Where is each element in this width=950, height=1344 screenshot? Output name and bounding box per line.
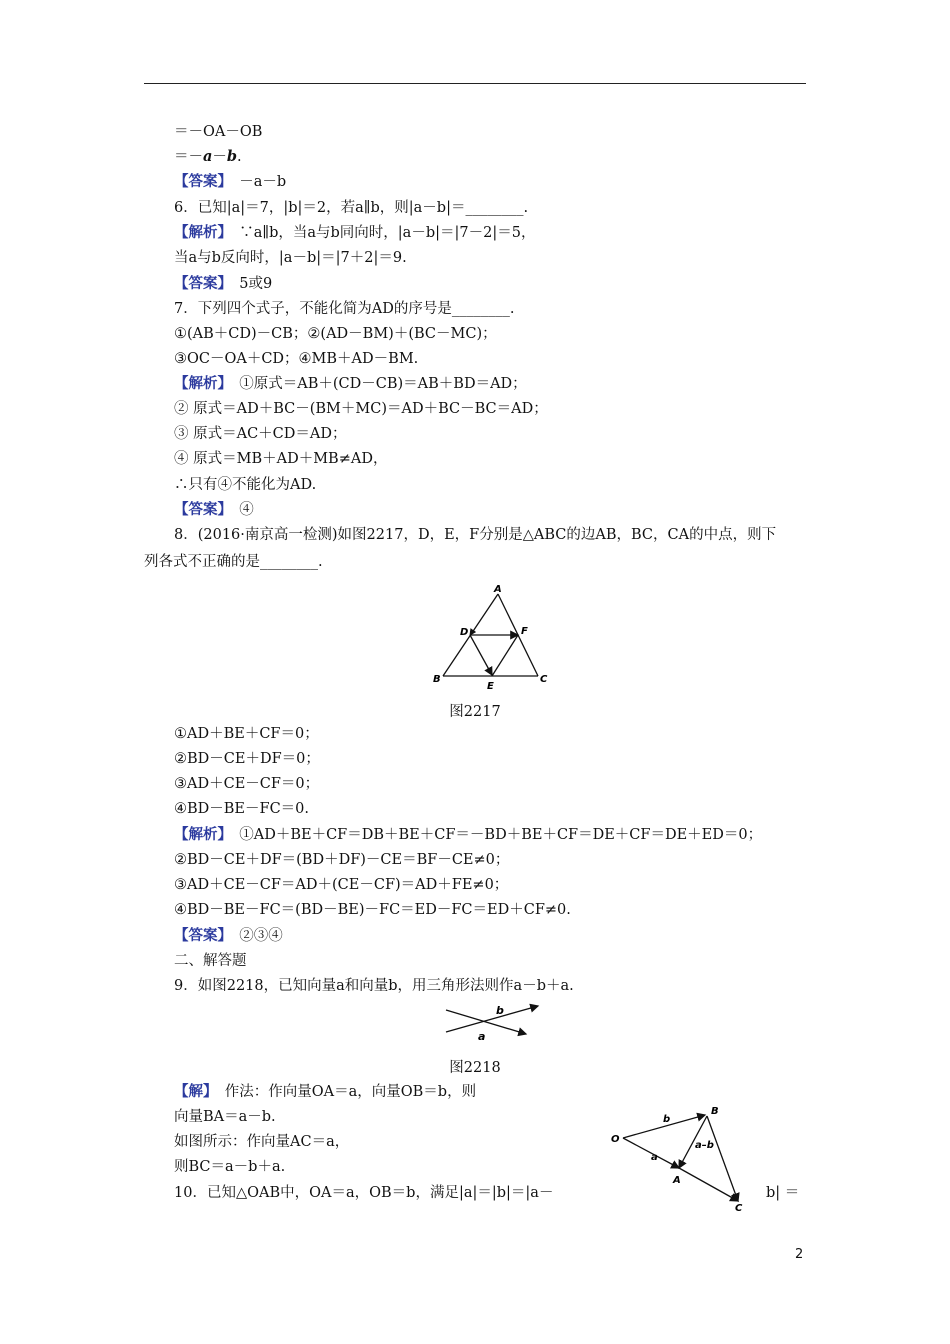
q6-analysis-2: 当a与b反向时，|a－b|＝|7＋2|＝9.: [174, 250, 407, 266]
line-1: ＝－OA－OB: [174, 124, 263, 140]
label-vec-b: b: [663, 1114, 671, 1125]
label-b: b: [496, 1004, 504, 1017]
question-6: 6．已知|a|＝7，|b|＝2，若a∥b，则|a－b|＝________.: [174, 200, 529, 216]
answer-1: 【答案】 －a－b: [174, 173, 287, 190]
vector-ac: [679, 1168, 738, 1201]
q9-solution-4: 则BC＝a－b＋a.: [174, 1159, 286, 1175]
label-d: D: [460, 627, 469, 638]
q8-option-4: ④BD－BE－FC＝0.: [174, 801, 310, 817]
figure-2218-caption: 图2218: [449, 1060, 501, 1076]
q8-option-1: ①AD＋BE＋CF＝0；: [174, 726, 319, 742]
question-8-line-2: 列各式不正确的是________.: [144, 554, 323, 570]
answer-tag: 【答案】: [174, 275, 225, 292]
q7-options-2: ③OC－OA＋CD；④MB＋AD－BM.: [174, 351, 419, 367]
q9-solution-1: 【解】 作法：作向量OA＝a，向量OB＝b，则: [174, 1083, 477, 1100]
label-b: B: [711, 1106, 719, 1117]
vector-a: [446, 1010, 526, 1034]
segment-de: [470, 635, 492, 675]
answer-4: 【答案】 ②③④: [174, 927, 283, 944]
answer-tag: 【答案】: [174, 927, 225, 944]
q8-option-2: ②BD－CE＋DF＝0；: [174, 751, 320, 767]
label-c: C: [735, 1203, 743, 1214]
q7-analysis-2: ② 原式＝AD＋BC－(BM＋MC)＝AD＋BC－BC＝AD；: [174, 401, 548, 417]
label-a: A: [673, 1175, 681, 1186]
answer-2: 【答案】 5或9: [174, 275, 273, 292]
figure-2217: [430, 580, 550, 695]
q8-analysis-2: ②BD－CE＋DF＝(BD＋DF)－CE＝BF－CE≠0；: [174, 852, 510, 868]
label-b: B: [433, 674, 441, 685]
analysis-tag: 【解析】: [174, 375, 225, 392]
q9-solution-2: 向量BA＝a－b.: [174, 1109, 276, 1125]
label-vec-a: a: [651, 1152, 658, 1163]
q7-analysis-1: 【解析】 ①原式＝AB＋(CD－CB)＝AB＋BD＝AD；: [174, 375, 527, 392]
figure-solution-triangle: [605, 1100, 755, 1215]
analysis-tag: 【解析】: [174, 224, 225, 241]
label-a: A: [494, 584, 502, 595]
q8-analysis-4: ④BD－BE－FC＝(BD－BE)－FC＝ED－FC＝ED＋CF≠0.: [174, 902, 571, 918]
figure-2217-caption: 图2217: [449, 704, 501, 720]
vector-bc: [707, 1116, 738, 1201]
solution-tag: 【解】: [174, 1083, 211, 1100]
question-7: 7．下列四个式子，不能化简为AD的序号是________.: [174, 301, 515, 317]
question-8-line-1: 8．(2016·南京高一检测)如图2217，D，E，F分别是△ABC的边AB，BC，CA的中点，则下: [174, 527, 777, 543]
answer-tag: 【答案】: [174, 173, 225, 190]
label-o: O: [611, 1134, 620, 1145]
label-f: F: [521, 626, 528, 637]
analysis-tag: 【解析】: [174, 826, 225, 843]
q7-options-1: ①(AB＋CD)－CB；②(AD－BM)＋(BC－MC)；: [174, 326, 497, 342]
q7-analysis-5: ∴只有④不能化为AD.: [174, 477, 317, 493]
header-rule: [144, 83, 806, 84]
q8-analysis-3: ③AD＋CE－CF＝AD＋(CE－CF)＝AD＋FE≠0；: [174, 877, 509, 893]
label-a: a: [478, 1030, 486, 1043]
answer-3: 【答案】 ④: [174, 501, 254, 518]
section-heading: 二、解答题: [174, 953, 247, 969]
question-9: 9．如图2218，已知向量a和向量b，用三角形法则作a－b＋a.: [174, 978, 574, 994]
q7-analysis-3: ③ 原式＝AC＋CD＝AD；: [174, 426, 347, 442]
q7-analysis-4: ④ 原式＝MB＋AD＋MB≠AD，: [174, 451, 388, 467]
q8-option-3: ③AD＋CE－CF＝0；: [174, 776, 320, 792]
vector-b: [446, 1006, 538, 1032]
answer-tag: 【答案】: [174, 501, 225, 518]
q6-analysis: 【解析】 ∵a∥b，当a与b同向时，|a－b|＝|7－2|＝5，: [174, 224, 536, 241]
segment-ef: [492, 635, 518, 676]
q8-analysis-1: 【解析】 ①AD＋BE＋CF＝DB＋BE＋CF＝－BD＋BE＋CF＝DE＋CF＝DE＋ED＝0；: [174, 826, 763, 843]
question-10: 10．已知△OAB中，OA＝a，OB＝b，满足|a|＝|b|＝|a－: [174, 1185, 554, 1201]
label-c: C: [540, 674, 548, 685]
q9-solution-3: 如图所示：作向量AC＝a，: [174, 1134, 350, 1150]
page-number: 2: [795, 1247, 804, 1262]
label-e: E: [487, 681, 494, 692]
figure-2218: [438, 1000, 548, 1045]
label-vec-amb: a–b: [695, 1140, 714, 1151]
question-10-tail: b| ＝: [766, 1185, 800, 1201]
line-2: ＝－a－b.: [174, 148, 242, 165]
